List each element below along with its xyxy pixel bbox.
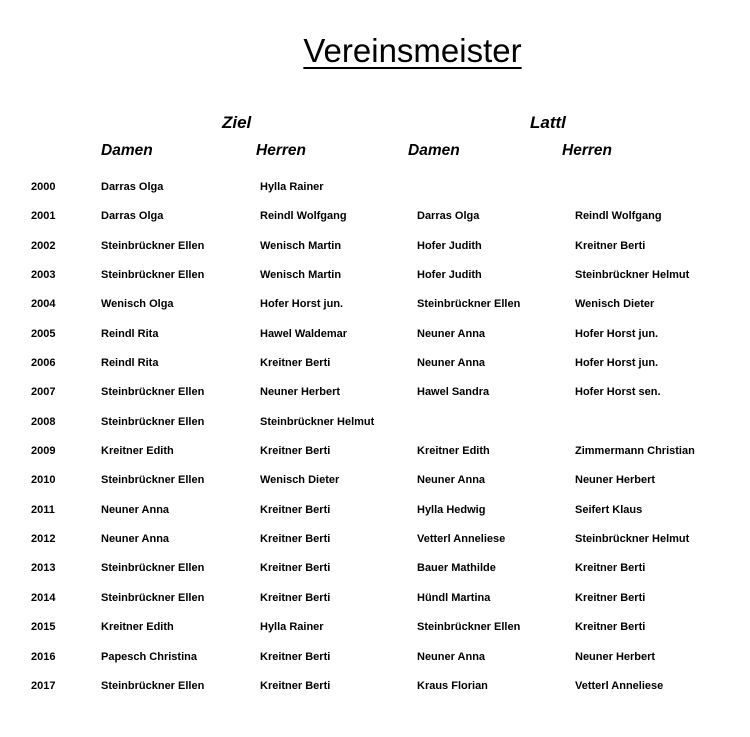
lattl-damen-cell: Neuner Anna [417, 327, 486, 340]
lattl-herren-cell: Kreitner Berti [575, 621, 646, 634]
ziel-herren-cell: Hofer Horst jun. [260, 298, 344, 311]
results-table [0, 173, 750, 701]
lattl-damen-cell: Neuner Anna [417, 357, 486, 370]
ziel-damen-cell: Steinbrückner Ellen [101, 386, 205, 399]
lattl-herren-cell: Hofer Horst jun. [575, 357, 659, 370]
year-cell: 2007 [31, 386, 56, 399]
table-row [0, 261, 750, 290]
lattl-herren-cell: Kreitner Berti [575, 239, 646, 252]
group-heading-ziel: Ziel [222, 113, 252, 132]
year-cell: 2015 [31, 621, 56, 634]
table-row [0, 672, 750, 701]
year-cell: 2012 [31, 533, 56, 546]
column-header-lattl-herren: Herren [562, 142, 612, 159]
year-cell: 2001 [31, 210, 56, 223]
lattl-herren-cell: Steinbrückner Helmut [575, 533, 690, 546]
ziel-herren-cell: Kreitner Berti [260, 445, 331, 458]
table-row [0, 378, 750, 407]
column-header-ziel-damen: Damen [101, 142, 153, 159]
year-cell: 2002 [31, 239, 56, 252]
table-row [0, 584, 750, 613]
ziel-damen-cell: Steinbrückner Ellen [101, 679, 205, 692]
ziel-herren-cell: Neuner Herbert [260, 386, 341, 399]
ziel-herren-cell: Hylla Rainer [260, 621, 324, 634]
year-cell: 2013 [31, 562, 56, 575]
lattl-damen-cell: Hylla Hedwig [417, 503, 486, 516]
lattl-herren-cell: Wenisch Dieter [575, 298, 655, 311]
ziel-damen-cell: Papesch Christina [101, 650, 197, 663]
lattl-damen-cell: Kreitner Edith [417, 445, 490, 458]
ziel-herren-cell: Reindl Wolfgang [260, 210, 347, 223]
ziel-damen-cell: Steinbrückner Ellen [101, 269, 205, 282]
ziel-damen-cell: Kreitner Edith [101, 445, 174, 458]
lattl-damen-cell: Neuner Anna [417, 650, 486, 663]
year-cell: 2008 [31, 415, 56, 428]
lattl-damen-cell: Kraus Florian [417, 679, 488, 692]
ziel-damen-cell: Steinbrückner Ellen [101, 591, 205, 604]
ziel-damen-cell: Steinbrückner Ellen [101, 562, 205, 575]
year-cell: 2005 [31, 327, 56, 340]
lattl-damen-cell: Steinbrückner Ellen [417, 621, 521, 634]
lattl-herren-cell: Vetterl Anneliese [575, 679, 664, 692]
ziel-damen-cell: Steinbrückner Ellen [101, 474, 205, 487]
table-row [0, 408, 750, 437]
ziel-damen-cell: Reindl Rita [101, 327, 159, 340]
lattl-damen-cell: Hofer Judith [417, 269, 482, 282]
table-row [0, 525, 750, 554]
year-cell: 2014 [31, 591, 56, 604]
table-row [0, 290, 750, 319]
table-row [0, 643, 750, 672]
table-row [0, 554, 750, 583]
lattl-herren-cell: Kreitner Berti [575, 562, 646, 575]
lattl-herren-cell: Seifert Klaus [575, 503, 643, 516]
table-row [0, 202, 750, 231]
table-row [0, 320, 750, 349]
column-header-lattl-damen: Damen [408, 142, 460, 159]
group-heading-lattl: Lattl [530, 113, 566, 132]
lattl-herren-cell: Reindl Wolfgang [575, 210, 662, 223]
ziel-damen-cell: Kreitner Edith [101, 621, 174, 634]
lattl-herren-cell: Neuner Herbert [575, 474, 656, 487]
ziel-damen-cell: Darras Olga [101, 210, 164, 223]
year-cell: 2016 [31, 650, 56, 663]
ziel-herren-cell: Wenisch Dieter [260, 474, 340, 487]
table-row [0, 466, 750, 495]
year-cell: 2017 [31, 679, 56, 692]
ziel-herren-cell: Kreitner Berti [260, 591, 331, 604]
lattl-herren-cell: Kreitner Berti [575, 591, 646, 604]
lattl-damen-cell: Steinbrückner Ellen [417, 298, 521, 311]
lattl-damen-cell: Hawel Sandra [417, 386, 490, 399]
lattl-herren-cell: Neuner Herbert [575, 650, 656, 663]
year-cell: 2011 [31, 503, 55, 516]
ziel-herren-cell: Hylla Rainer [260, 181, 324, 193]
table-row [0, 613, 750, 642]
table-row [0, 173, 750, 202]
ziel-herren-cell: Kreitner Berti [260, 650, 331, 663]
ziel-herren-cell: Wenisch Martin [260, 239, 342, 252]
column-header-ziel-herren: Herren [256, 142, 306, 159]
ziel-herren-cell: Kreitner Berti [260, 533, 331, 546]
lattl-herren-cell: Steinbrückner Helmut [575, 269, 690, 282]
table-row [0, 232, 750, 261]
lattl-damen-cell: Hündl Martina [417, 591, 491, 604]
ziel-herren-cell: Kreitner Berti [260, 357, 331, 370]
ziel-herren-cell: Wenisch Martin [260, 269, 342, 282]
ziel-damen-cell: Neuner Anna [101, 533, 170, 546]
lattl-damen-cell: Neuner Anna [417, 474, 486, 487]
table-row [0, 496, 750, 525]
lattl-damen-cell: Vetterl Anneliese [417, 533, 506, 546]
ziel-herren-cell: Kreitner Berti [260, 503, 331, 516]
table-row [0, 349, 750, 378]
ziel-damen-cell: Darras Olga [101, 181, 164, 193]
ziel-damen-cell: Reindl Rita [101, 357, 159, 370]
year-cell: 2010 [31, 474, 56, 487]
lattl-herren-cell: Hofer Horst jun. [575, 327, 659, 340]
year-cell: 2004 [31, 298, 56, 311]
year-cell: 2009 [31, 445, 56, 458]
lattl-damen-cell: Hofer Judith [417, 239, 482, 252]
ziel-damen-cell: Neuner Anna [101, 503, 170, 516]
year-cell: 2006 [31, 357, 56, 370]
lattl-damen-cell: Bauer Mathilde [417, 562, 496, 575]
page-title: Vereinsmeister [303, 32, 522, 69]
year-cell: 2003 [31, 269, 56, 282]
ziel-damen-cell: Steinbrückner Ellen [101, 415, 205, 428]
table-row [0, 437, 750, 466]
ziel-herren-cell: Steinbrückner Helmut [260, 415, 375, 428]
ziel-damen-cell: Steinbrückner Ellen [101, 239, 205, 252]
lattl-damen-cell: Darras Olga [417, 210, 480, 223]
ziel-herren-cell: Kreitner Berti [260, 679, 331, 692]
ziel-herren-cell: Kreitner Berti [260, 562, 331, 575]
ziel-herren-cell: Hawel Waldemar [260, 327, 348, 340]
year-cell: 2000 [31, 181, 56, 193]
lattl-herren-cell: Zimmermann Christian [575, 445, 695, 458]
ziel-damen-cell: Wenisch Olga [101, 298, 174, 311]
lattl-herren-cell: Hofer Horst sen. [575, 386, 661, 399]
